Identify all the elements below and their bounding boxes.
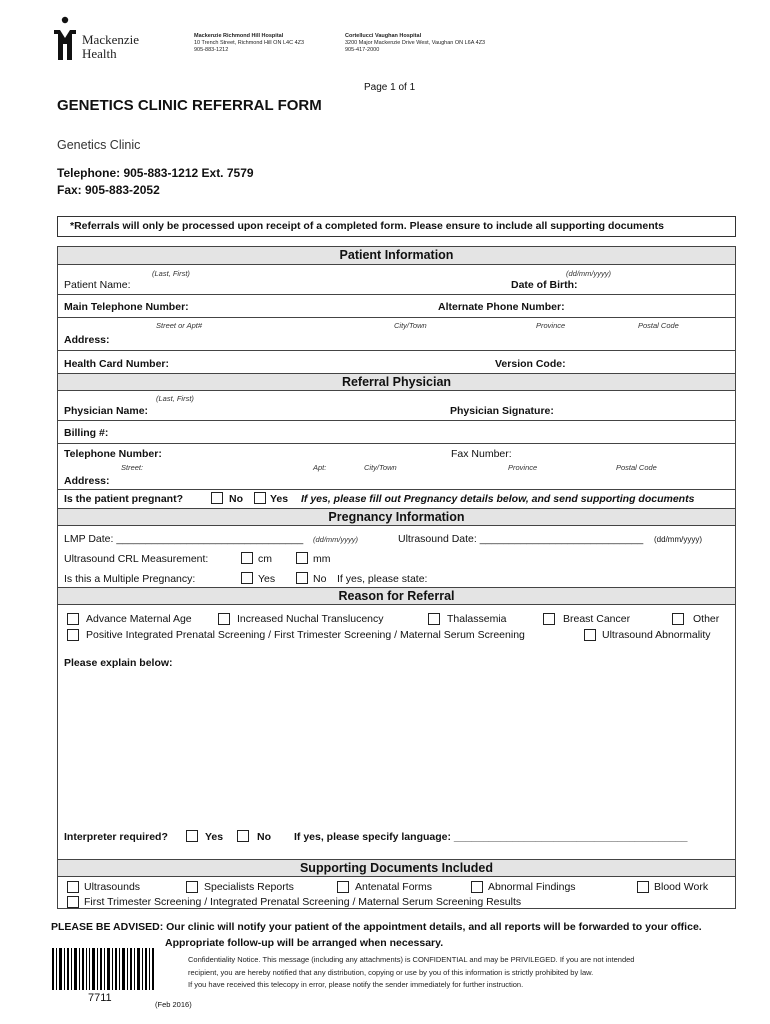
mackenzie-health-logo (52, 16, 162, 62)
clinic-name: Genetics Clinic (57, 138, 141, 152)
barcode (52, 948, 154, 990)
pregnant-no-label: No (229, 493, 243, 505)
hint-province: Province (536, 321, 566, 330)
hint-dob-format: (dd/mm/yyyy) (566, 269, 611, 278)
reason-ultrasound-abnormality-checkbox[interactable] (584, 629, 596, 641)
billing-field[interactable] (113, 425, 731, 439)
referral-form (57, 246, 736, 909)
confidentiality-line1: Confidentiality Notice. This message (including any attachments) is CONFIDENTIAL and may be PRIVILEGED. If you are not intended (188, 955, 635, 964)
hospital-richmond-address: 10 Trench Street, Richmond Hill ON L4C 4Z3 (194, 40, 305, 46)
hospital-vaughan-phone: 905-417-2000 (345, 47, 380, 53)
multiple-no-label: No (313, 573, 327, 585)
date-of-birth-label: Date of Birth: (511, 279, 578, 291)
interpreter-no-checkbox[interactable] (237, 830, 249, 842)
multiple-pregnancy-label: Is this a Multiple Pregnancy: (64, 573, 196, 585)
ultrasound-date-format: (dd/mm/yyyy) (654, 535, 702, 544)
reason-nuchal-label: Increased Nuchal Translucency (237, 613, 384, 625)
reason-thalassemia-checkbox[interactable] (428, 613, 440, 625)
crl-mm-checkbox[interactable] (296, 552, 308, 564)
physician-address-field[interactable] (113, 473, 731, 487)
hint-patient-last-first: (Last, First) (152, 269, 190, 278)
patient-name-field[interactable] (153, 277, 493, 291)
processing-notice: *Referrals will only be processed upon receipt of a completed form. Please ensure to include all supporting documents (57, 216, 736, 237)
section-reason-for-referral: Reason for Referral (58, 587, 735, 605)
interpreter-label: Interpreter required? (64, 831, 168, 843)
reason-screening-label: Positive Integrated Prenatal Screening / First Trimester Screening / Maternal Serum Screening (86, 629, 525, 641)
interpreter-yes-label: Yes (205, 831, 224, 843)
multiple-state-label: If yes, please state: (337, 573, 428, 585)
physician-name-field[interactable] (158, 403, 438, 417)
doc-antenatal-label: Antenatal Forms (355, 881, 433, 893)
doc-antenatal-checkbox[interactable] (337, 881, 349, 893)
crl-mm-label: mm (313, 553, 331, 565)
crl-measurement-label: Ultrasound CRL Measurement: (64, 553, 209, 565)
advised-notice (51, 921, 702, 933)
interpreter-yes-checkbox[interactable] (186, 830, 198, 842)
doc-abnormal-findings-checkbox[interactable] (471, 881, 483, 893)
hint-street: Street or Apt# (156, 321, 202, 330)
crl-cm-checkbox[interactable] (241, 552, 253, 564)
lmp-date-format: (dd/mm/yyyy) (313, 535, 358, 544)
hospital-richmond-name: Mackenzie Richmond Hill Hospital (194, 33, 284, 39)
physician-name-label: Physician Name: (64, 405, 149, 417)
advised-line1: Our clinic will notify your patient of the appointment details, and all reports will be forwarded to your office. (166, 921, 702, 933)
reason-breast-cancer-label: Breast Cancer (563, 613, 631, 625)
reason-ultrasound-abnormality-label: Ultrasound Abnormality (602, 629, 711, 641)
patient-address-field[interactable] (113, 331, 731, 345)
physician-telephone-label: Telephone Number: (64, 448, 162, 460)
doc-ultrasounds-checkbox[interactable] (67, 881, 79, 893)
health-card-field[interactable] (183, 356, 473, 370)
hint-physician-apt: Apt: (313, 463, 327, 472)
logo-line1: Mackenzie (82, 32, 140, 47)
form-revision: (Feb 2016) (155, 1000, 192, 1009)
divider (58, 489, 735, 490)
alternate-phone-field[interactable] (576, 299, 731, 313)
divider (58, 294, 735, 295)
ultrasound-date-label[interactable]: Ultrasound Date: ____________________________ (398, 533, 644, 545)
physician-signature-label: Physician Signature: (450, 405, 554, 417)
main-phone-label: Main Telephone Number: (64, 301, 189, 313)
hospital-richmond-phone: 905-883-1212 (194, 47, 229, 53)
hint-physician-city: City/Town (364, 463, 397, 472)
hint-physician-last-first: (Last, First) (156, 394, 194, 403)
logo-line2: Health (82, 46, 117, 61)
doc-screening-results-label: First Trimester Screening / Integrated Prenatal Screening / Maternal Serum Screening Results (84, 896, 522, 908)
advised-prefix: PLEASE BE ADVISED: (51, 921, 164, 933)
explain-label: Please explain below: (64, 657, 173, 669)
confidentiality-line3: If you have received this telecopy in error, please notify the sender immediately for further instruction. (188, 980, 524, 989)
confidentiality-line2: recipient, you are hereby notified that any distribution, copying or use by you of this information is strictly prohibited by law. (188, 967, 594, 977)
multiple-yes-checkbox[interactable] (241, 572, 253, 584)
reason-other-checkbox[interactable] (672, 613, 684, 625)
interpreter-language-field[interactable]: If yes, please specify language: ________________________________________ (294, 831, 688, 843)
reason-maternal-age-label: Advance Maternal Age (86, 613, 192, 625)
clinic-fax: Fax: 905-883-2052 (57, 183, 160, 197)
billing-label: Billing #: (64, 427, 109, 439)
barcode-number: 7711 (88, 992, 112, 1004)
hospital-vaughan-address: 3200 Major Mackenzie Drive West, Vaughan ON L6A 4Z3 (345, 40, 486, 46)
pregnant-yes-checkbox[interactable] (254, 492, 266, 504)
section-patient-information: Patient Information (58, 247, 735, 265)
physician-signature-field[interactable] (558, 403, 731, 417)
doc-specialists-label: Specialists Reports (204, 881, 294, 893)
pregnant-yes-label: Yes (270, 493, 289, 505)
divider (58, 443, 735, 444)
reason-other-label: Other (693, 613, 720, 625)
doc-abnormal-findings-label: Abnormal Findings (488, 881, 576, 893)
pregnant-question: Is the patient pregnant? (64, 493, 184, 505)
patient-name-label: Patient Name: (64, 279, 131, 291)
confidentiality-notice (188, 954, 634, 992)
doc-blood-work-checkbox[interactable] (637, 881, 649, 893)
physician-telephone-field[interactable] (173, 446, 438, 460)
pregnant-note: If yes, please fill out Pregnancy details below, and send supporting documents (301, 493, 695, 505)
alternate-phone-label: Alternate Phone Number: (438, 301, 565, 313)
reason-maternal-age-checkbox[interactable] (67, 613, 79, 625)
hint-city: City/Town (394, 321, 427, 330)
hint-physician-province: Province (508, 463, 538, 472)
lmp-date-label[interactable]: LMP Date: ________________________________ (64, 533, 304, 545)
hospital-vaughan (345, 33, 485, 54)
divider (58, 317, 735, 318)
hint-physician-street: Street: (121, 463, 144, 472)
reason-screening-checkbox[interactable] (67, 629, 79, 641)
clinic-contact (57, 165, 254, 199)
multiple-no-checkbox[interactable] (296, 572, 308, 584)
interpreter-no-label: No (257, 831, 271, 843)
reason-thalassemia-label: Thalassemia (447, 613, 507, 625)
hospital-richmond-hill (194, 33, 304, 54)
doc-blood-work-label: Blood Work (654, 881, 709, 893)
physician-fax-label: Fax Number: (451, 448, 512, 460)
physician-address-label: Address: (64, 475, 110, 487)
explanation-textarea[interactable] (64, 673, 731, 823)
hint-physician-postal: Postal Code (616, 463, 657, 472)
page-number: Page 1 of 1 (364, 82, 416, 93)
multiple-yes-label: Yes (258, 573, 276, 585)
version-code-label: Version Code: (495, 358, 566, 370)
logo-figure-icon (52, 16, 78, 62)
divider (58, 420, 735, 421)
pregnant-no-checkbox[interactable] (211, 492, 223, 504)
health-card-label: Health Card Number: (64, 358, 170, 370)
reason-nuchal-checkbox[interactable] (218, 613, 230, 625)
advised-line2: Appropriate follow-up will be arranged when necessary. (165, 937, 444, 949)
doc-ultrasounds-label: Ultrasounds (84, 881, 141, 893)
form-title: GENETICS CLINIC REFERRAL FORM (57, 97, 322, 114)
physician-fax-field[interactable] (523, 446, 731, 460)
section-referral-physician: Referral Physician (58, 373, 735, 391)
version-code-field[interactable] (573, 356, 731, 370)
reason-breast-cancer-checkbox[interactable] (543, 613, 555, 625)
barcode-icon (52, 948, 154, 990)
doc-specialists-checkbox[interactable] (186, 881, 198, 893)
hospital-vaughan-name: Cortellucci Vaughan Hospital (345, 33, 422, 39)
clinic-telephone: Telephone: 905-883-1212 Ext. 7579 (57, 166, 254, 180)
section-pregnancy-information: Pregnancy Information (58, 508, 735, 526)
section-supporting-documents: Supporting Documents Included (58, 859, 735, 877)
hint-postal-code: Postal Code (638, 321, 679, 330)
main-phone-field[interactable] (203, 299, 423, 313)
divider (58, 350, 735, 351)
date-of-birth-field[interactable] (586, 277, 731, 291)
crl-cm-label: cm (258, 553, 272, 565)
patient-address-label: Address: (64, 334, 110, 346)
doc-screening-results-checkbox[interactable] (67, 896, 79, 908)
